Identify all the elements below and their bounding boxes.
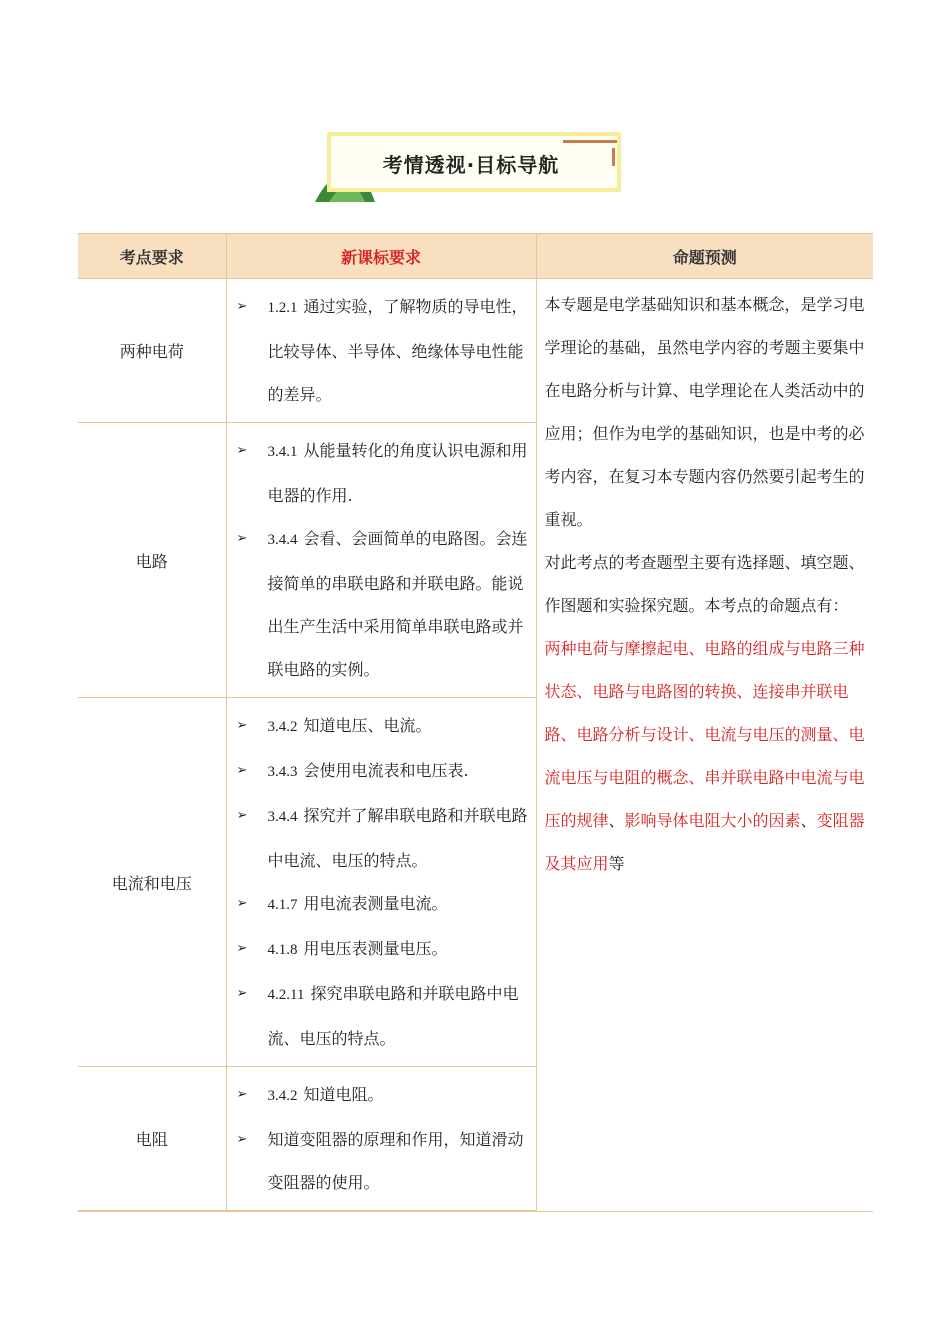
forecast-tail: 等 — [608, 854, 625, 873]
item-code: 4.1.7 — [267, 897, 298, 913]
requirements-cell — [226, 279, 536, 423]
arrow-bullet-icon: ➢ — [236, 808, 248, 823]
requirements-table — [78, 233, 873, 1212]
forecast-points-3: 变阻器及其应用 — [544, 811, 865, 873]
item-code: 4.2.11 — [267, 987, 305, 1003]
arrow-bullet-icon: ➢ — [236, 763, 248, 778]
item-text: 知道变阻器的原理和作用，知道滑动变阻器的使用。 — [267, 1130, 524, 1192]
item-code: 3.4.4 — [267, 809, 298, 825]
item-code: 3.4.2 — [267, 719, 298, 735]
requirements-cell — [226, 698, 536, 1067]
item-text: 知道电阻。 — [303, 1085, 384, 1104]
arrow-bullet-icon: ➢ — [236, 941, 248, 956]
requirements-cell — [226, 423, 536, 698]
list-item — [235, 285, 528, 416]
item-text: 从能量转化的角度认识电源和用电器的作用. — [267, 441, 528, 505]
forecast-text — [537, 279, 874, 885]
list-item — [235, 429, 528, 517]
forecast-separator: 、 — [608, 811, 625, 830]
item-code: 3.4.1 — [267, 444, 298, 460]
list-item — [235, 1073, 528, 1118]
forecast-para-2: 对此考点的考查题型主要有选择题、填空题、作图题和实验探究题。本考点的命题点有： — [544, 553, 865, 615]
item-code: 1.2.1 — [267, 300, 298, 316]
table-row — [78, 279, 873, 423]
list-item — [235, 794, 528, 882]
arrow-bullet-icon: ➢ — [236, 718, 248, 733]
item-text: 知道电压、电流。 — [303, 716, 432, 735]
item-code: 3.4.3 — [267, 764, 298, 780]
item-text: 通过实验，了解物质的导电性，比较导体、半导体、绝缘体导电性能的差异。 — [267, 297, 528, 404]
forecast-separator-2: 、 — [800, 811, 817, 830]
topic-cell: 两种电荷 — [78, 279, 226, 423]
forecast-cell — [536, 279, 873, 1212]
banner-decor-line — [563, 140, 617, 143]
topic-cell: 电阻 — [78, 1067, 226, 1212]
forecast-para-1: 本专题是电学基础知识和基本概念，是学习电学理论的基础，虽然电学内容的考题主要集中在电路分析与计算、电学理论在人类活动中的应用；但作为电学的基础知识，也是中考的必考内容，在复习本专题内容仍然要引起考生的重视。 — [544, 295, 865, 529]
list-item — [235, 704, 528, 749]
topic-cell: 电路 — [78, 423, 226, 698]
item-text: 会看、会画简单的电路图。会连接简单的串联电路和并联电路。能说出生产生活中采用简单串联电路或并联电路的实例。 — [267, 529, 528, 679]
table-header-row — [78, 234, 873, 279]
list-item — [235, 749, 528, 794]
arrow-bullet-icon: ➢ — [236, 986, 248, 1001]
banner-title: 考情透视·目标导航 — [382, 153, 560, 177]
arrow-bullet-icon: ➢ — [236, 1132, 248, 1147]
header-exam-points: 考点要求 — [78, 234, 226, 279]
item-code: 4.1.8 — [267, 942, 298, 958]
item-text: 探究并了解串联电路和并联电路中电流、电压的特点。 — [267, 806, 528, 870]
arrow-bullet-icon: ➢ — [236, 1087, 248, 1102]
item-code: 3.4.4 — [267, 532, 298, 548]
arrow-bullet-icon: ➢ — [236, 896, 248, 911]
list-item — [235, 1118, 528, 1204]
forecast-points-1: 两种电荷与摩擦起电、电路的组成与电路三种状态、电路与电路图的转换、连接串并联电路、电路分析与设计、电流与电压的测量、电流电压与电阻的概念、串并联电路中电流与电压的规律 — [544, 639, 865, 830]
list-item — [235, 927, 528, 972]
list-item — [235, 882, 528, 927]
arrow-bullet-icon: ➢ — [236, 443, 248, 458]
item-text: 用电压表测量电压。 — [303, 939, 448, 958]
list-item — [235, 972, 528, 1060]
item-code: 3.4.2 — [267, 1088, 298, 1104]
header-curriculum-requirements: 新课标要求 — [226, 234, 536, 279]
header-forecast: 命题预测 — [536, 234, 873, 279]
forecast-points-2: 影响导体电阻大小的因素 — [624, 811, 801, 830]
item-text: 用电流表测量电流。 — [303, 894, 448, 913]
list-item — [235, 517, 528, 691]
requirements-cell — [226, 1067, 536, 1212]
section-banner — [315, 128, 627, 202]
topic-cell: 电流和电压 — [78, 698, 226, 1067]
arrow-bullet-icon: ➢ — [236, 531, 248, 546]
item-text: 会使用电流表和电压表. — [303, 761, 469, 780]
arrow-bullet-icon: ➢ — [236, 299, 248, 314]
item-text: 探究串联电路和并联电路中电流、电压的特点。 — [267, 984, 519, 1048]
